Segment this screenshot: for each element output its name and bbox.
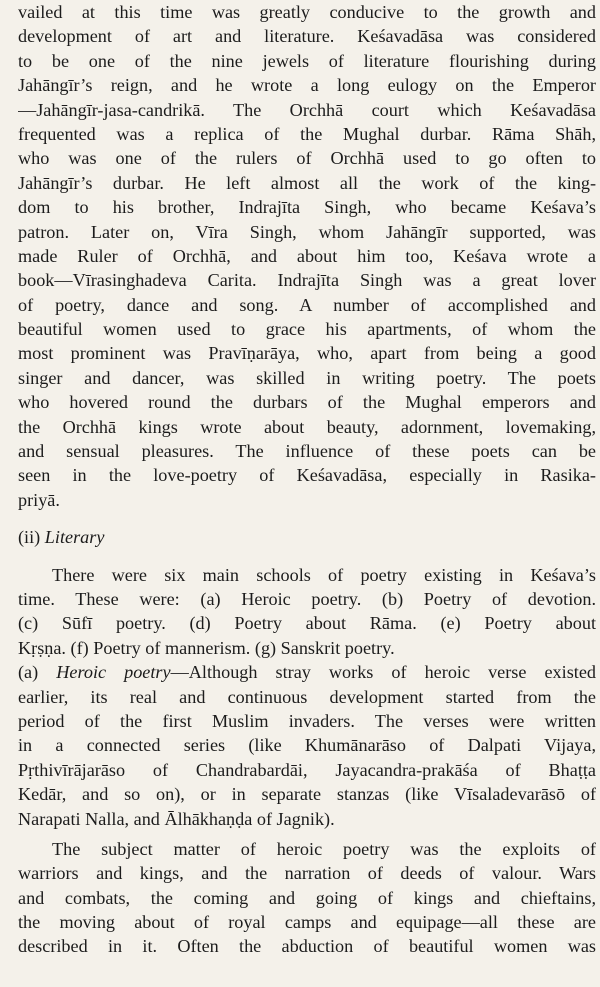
text-line: dom to his brother, Indrajīta Singh, who became Keśava’s xyxy=(18,197,596,218)
text-line: described in it. Often the abduction of beautiful women was xyxy=(18,936,596,957)
text-line: and combats, the coming and going of kings and chieftains, xyxy=(18,887,596,908)
spacer xyxy=(18,550,596,563)
text-line: of poetry, dance and song. A number of accomplished and xyxy=(18,294,596,315)
text-line: warriors and kings, and the narration of deeds of valour. Wars xyxy=(18,863,596,884)
text-line: There were six main schools of poetry existing in Keśava’s xyxy=(52,564,596,585)
section-heading xyxy=(18,525,596,549)
text-line: earlier, its real and continuous development started from the xyxy=(18,686,596,707)
text-line: in a connected series (like Khumānarāso of Dalpati Vijaya, xyxy=(18,735,596,756)
book-page xyxy=(18,0,596,987)
text-line: book—Vīrasinghadeva Carita. Indrajīta Singh was a great lover xyxy=(18,270,596,291)
item-title: Heroic poetry xyxy=(56,662,171,683)
text-line: time. These were: (a) Heroic poetry. (b) Poetry of devotion. xyxy=(18,588,596,609)
text-line: most prominent was Pravīṇarāya, who, apart from being a good xyxy=(18,343,596,364)
text-line xyxy=(18,660,596,684)
text-line: Jahāngīr’s reign, and he wrote a long eulogy on the Emperor xyxy=(18,75,596,96)
paragraph xyxy=(18,660,596,831)
text-line: singer and dancer, was skilled in writing poetry. The poets xyxy=(18,367,596,388)
text-line: the moving about of royal camps and equipage—all these are xyxy=(18,912,596,933)
text-line: patron. Later on, Vīra Singh, whom Jahāngīr supported, was xyxy=(18,221,596,242)
paragraph xyxy=(18,837,596,959)
text-line: period of the first Muslim invaders. The verses were written xyxy=(18,710,596,731)
text-line: seen in the love-poetry of Keśavadāsa, especially in Rasika- xyxy=(18,465,596,486)
item-label: (a) xyxy=(18,662,39,683)
text-line: Kedār, and so on), or in separate stanzas (like Vīsaladevarāsō of xyxy=(18,784,596,805)
text-line: and sensual pleasures. The influence of these poets can be xyxy=(18,441,596,462)
text-line: (c) Sūfī poetry. (d) Poetry about Rāma. (e) Poetry about xyxy=(18,613,596,634)
text-line: made Ruler of Orchhā, and about him too, Keśava wrote a xyxy=(18,245,596,266)
text-line: vailed at this time was greatly conducive to the growth and xyxy=(18,2,596,22)
text-line: who hovered round the durbars of the Mughal emperors and xyxy=(18,392,596,413)
item-text: —Although stray works of heroic verse existed xyxy=(170,662,596,683)
section-number: (ii) xyxy=(18,527,41,548)
text-line: Jahāngīr’s durbar. He left almost all the work of the king- xyxy=(18,172,596,193)
text-line: frequented was a replica of the Mughal durbar. Rāma Shāh, xyxy=(18,123,596,144)
spacer xyxy=(18,512,596,525)
paragraph xyxy=(18,563,596,661)
text-line: —Jahāngīr-jasa-candrikā. The Orchhā court which Keśavadāsa xyxy=(18,99,596,120)
paragraph xyxy=(18,0,596,512)
text-line: The subject matter of heroic poetry was the exploits of xyxy=(52,838,596,859)
text-line: who was one of the rulers of Orchhā used to go often to xyxy=(18,148,596,169)
text-line: Kṛṣṇa. (f) Poetry of mannerism. (g) Sanskrit poetry. xyxy=(18,637,395,658)
text-line: priyā. xyxy=(18,489,60,510)
text-line: Pṛthivīrājarāso of Chandrabardāi, Jayacandra-prakāśa of Bhaṭṭa xyxy=(18,759,596,780)
text-line: beautiful women used to grace his apartments, of whom the xyxy=(18,319,596,340)
text-line: the Orchhā kings wrote about beauty, adornment, lovemaking, xyxy=(18,416,596,437)
section-title: Literary xyxy=(44,527,105,548)
text-line: development of art and literature. Keśavadāsa was considered xyxy=(18,26,596,47)
text-line: to be one of the nine jewels of literature flourishing during xyxy=(18,50,596,71)
text-line: Narapati Nalla, and Ālhākhaṇḍa of Jagnik). xyxy=(18,808,335,829)
